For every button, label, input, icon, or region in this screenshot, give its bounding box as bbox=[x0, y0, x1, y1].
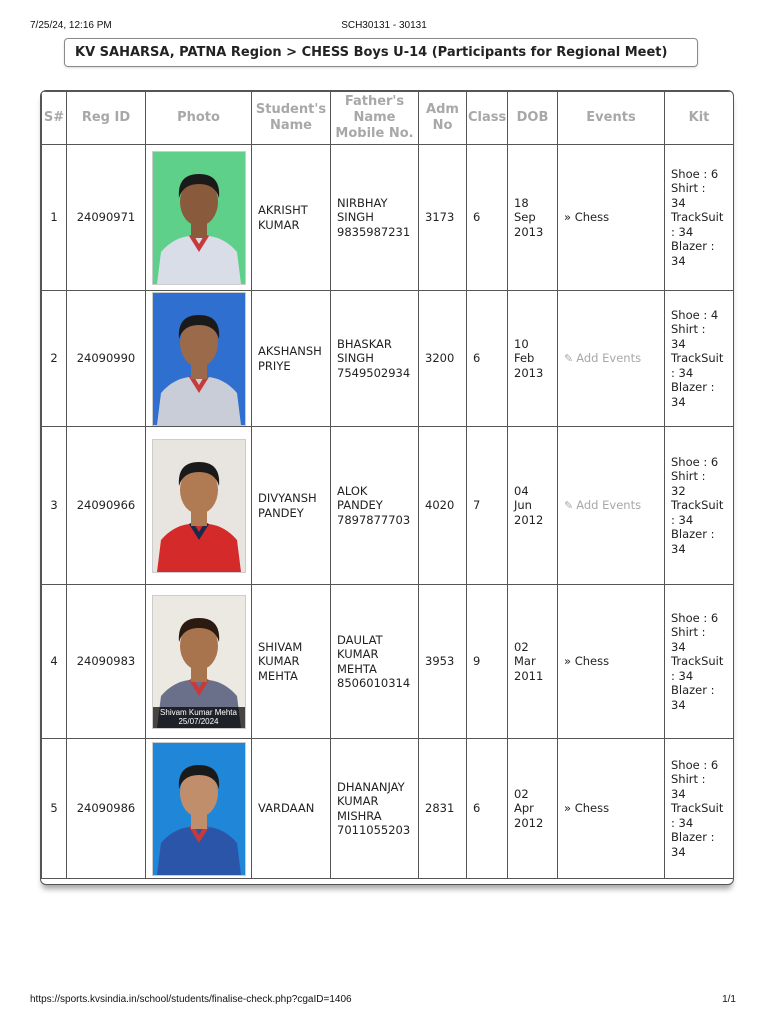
kit-tracksuit-value: : 34 bbox=[671, 512, 694, 527]
table-row bbox=[42, 585, 734, 739]
col-header-student-name: Student's Name bbox=[252, 92, 331, 145]
student-photo bbox=[152, 742, 246, 876]
cell-adm-no: 2831 bbox=[419, 739, 467, 879]
cell-reg-id: 24090986 bbox=[67, 739, 146, 879]
col-header-photo: Photo bbox=[146, 92, 252, 145]
cell-events bbox=[558, 739, 665, 879]
table-row bbox=[42, 291, 734, 427]
kit-shoe: Shoe : 6 bbox=[671, 166, 719, 181]
add-events-button[interactable] bbox=[564, 351, 641, 365]
kit-blazer-label: Blazer : bbox=[671, 380, 715, 395]
kit-shirt-label: Shirt : bbox=[671, 181, 706, 196]
cell-kit bbox=[665, 739, 734, 879]
print-url: https://sports.kvsindia.in/school/students/finalise-check.php?cgaID=1406 bbox=[30, 994, 352, 1005]
student-photo-image bbox=[153, 743, 245, 875]
dob-month: Mar bbox=[514, 654, 536, 669]
participants-table bbox=[41, 91, 734, 879]
kit-shoe: Shoe : 6 bbox=[671, 454, 719, 469]
cell-sn: 4 bbox=[42, 585, 67, 739]
cell-dob bbox=[508, 145, 558, 291]
student-photo bbox=[152, 439, 246, 573]
cell-photo bbox=[146, 739, 252, 879]
table-row bbox=[42, 739, 734, 879]
add-events-label: Add Events bbox=[576, 350, 642, 365]
kit-shirt-label: Shirt : bbox=[671, 469, 706, 484]
event-chess: » Chess bbox=[564, 210, 610, 225]
kit-blazer-value: 34 bbox=[671, 844, 686, 859]
cell-kit bbox=[665, 585, 734, 739]
kit-tracksuit-value: : 34 bbox=[671, 815, 694, 830]
cell-class: 9 bbox=[467, 585, 508, 739]
cell-father-name bbox=[331, 291, 419, 427]
kit-tracksuit-label: TrackSuit bbox=[671, 210, 724, 225]
print-datetime: 7/25/24, 12:16 PM bbox=[30, 20, 112, 31]
student-photo bbox=[152, 595, 246, 729]
cell-father-name bbox=[331, 739, 419, 879]
cell-class: 6 bbox=[467, 145, 508, 291]
cell-sn: 5 bbox=[42, 739, 67, 879]
event-chess: » Chess bbox=[564, 801, 610, 816]
dob-day: 04 bbox=[514, 483, 529, 498]
cell-reg-id: 24090966 bbox=[67, 427, 146, 585]
kit-tracksuit-label: TrackSuit bbox=[671, 801, 724, 816]
student-photo-image bbox=[153, 152, 245, 284]
cell-reg-id: 24090983 bbox=[67, 585, 146, 739]
edit-icon: ✎ bbox=[564, 351, 574, 365]
dob-year: 2013 bbox=[514, 365, 544, 380]
table-header-row bbox=[42, 92, 734, 145]
page-title: KV SAHARSA, PATNA Region > CHESS Boys U-14 (Participants for Regional Meet) bbox=[64, 38, 698, 67]
kit-blazer-value: 34 bbox=[671, 253, 686, 268]
col-header-reg-id: Reg ID bbox=[67, 92, 146, 145]
kit-blazer-value: 34 bbox=[671, 541, 686, 556]
cell-events bbox=[558, 145, 665, 291]
cell-sn: 2 bbox=[42, 291, 67, 427]
kit-blazer-label: Blazer : bbox=[671, 527, 715, 542]
cell-dob bbox=[508, 291, 558, 427]
father-mobile: 7549502934 bbox=[337, 365, 411, 380]
table-row bbox=[42, 427, 734, 585]
kit-shirt-label: Shirt : bbox=[671, 625, 706, 640]
kit-shirt-value: 32 bbox=[671, 483, 686, 498]
cell-student-name: DIVYANSH PANDEY bbox=[252, 427, 331, 585]
student-photo bbox=[152, 292, 246, 426]
kit-tracksuit-value: : 34 bbox=[671, 365, 694, 380]
cell-father-name bbox=[331, 585, 419, 739]
cell-student-name: AKSHANSH PRIYE bbox=[252, 291, 331, 427]
cell-student-name: VARDAAN bbox=[252, 739, 331, 879]
cell-kit bbox=[665, 427, 734, 585]
col-header-events: Events bbox=[558, 92, 665, 145]
dob-month: Apr bbox=[514, 801, 534, 816]
cell-class: 7 bbox=[467, 427, 508, 585]
cell-photo bbox=[146, 291, 252, 427]
event-chess: » Chess bbox=[564, 654, 610, 669]
kit-shoe: Shoe : 6 bbox=[671, 757, 719, 772]
cell-kit bbox=[665, 291, 734, 427]
father-mobile: 8506010314 bbox=[337, 676, 411, 690]
cell-adm-no: 4020 bbox=[419, 427, 467, 585]
student-photo-image bbox=[153, 440, 245, 572]
father-mobile: 9835987231 bbox=[337, 224, 411, 239]
add-events-label: Add Events bbox=[576, 497, 642, 512]
kit-shirt-value: 34 bbox=[671, 336, 686, 351]
cell-student-name: AKRISHT KUMAR bbox=[252, 145, 331, 291]
print-page-number: 1/1 bbox=[722, 994, 736, 1005]
col-header-dob: DOB bbox=[508, 92, 558, 145]
col-header-sn: S# bbox=[42, 92, 67, 145]
cell-events bbox=[558, 585, 665, 739]
cell-father-name bbox=[331, 427, 419, 585]
student-photo bbox=[152, 151, 246, 285]
dob-month: Sep bbox=[514, 210, 536, 225]
dob-month: Jun bbox=[514, 498, 532, 513]
kit-shirt-value: 34 bbox=[671, 195, 686, 210]
father-mobile: 7897877703 bbox=[337, 512, 411, 527]
cell-father-name bbox=[331, 145, 419, 291]
kit-blazer-label: Blazer : bbox=[671, 830, 715, 845]
dob-day: 02 bbox=[514, 786, 529, 801]
kit-shoe: Shoe : 6 bbox=[671, 610, 719, 625]
father-mobile: 7011055203 bbox=[337, 823, 411, 837]
dob-year: 2011 bbox=[514, 668, 544, 683]
kit-tracksuit-value: : 34 bbox=[671, 224, 694, 239]
cell-student-name: SHIVAM KUMAR MEHTA bbox=[252, 585, 331, 739]
dob-year: 2012 bbox=[514, 512, 544, 527]
col-header-adm-no: Adm No bbox=[419, 92, 467, 145]
kit-tracksuit-label: TrackSuit bbox=[671, 351, 724, 366]
photo-caption: Shivam Kumar Mehta 25/07/2024 bbox=[153, 707, 245, 728]
kit-shirt-label: Shirt : bbox=[671, 772, 706, 787]
dob-year: 2013 bbox=[514, 224, 544, 239]
cell-adm-no: 3200 bbox=[419, 291, 467, 427]
dob-day: 10 bbox=[514, 336, 529, 351]
cell-adm-no: 3953 bbox=[419, 585, 467, 739]
dob-day: 18 bbox=[514, 195, 529, 210]
cell-reg-id: 24090990 bbox=[67, 291, 146, 427]
cell-kit bbox=[665, 145, 734, 291]
table-row bbox=[42, 145, 734, 291]
kit-blazer-label: Blazer : bbox=[671, 239, 715, 254]
father-name: DHANANJAY KUMAR MISHRA bbox=[337, 779, 405, 823]
father-name: ALOK PANDEY bbox=[337, 483, 383, 513]
kit-tracksuit-label: TrackSuit bbox=[671, 654, 724, 669]
father-name: NIRBHAY SINGH bbox=[337, 195, 388, 225]
cell-events bbox=[558, 291, 665, 427]
cell-sn: 3 bbox=[42, 427, 67, 585]
kit-blazer-value: 34 bbox=[671, 697, 686, 712]
dob-day: 02 bbox=[514, 639, 529, 654]
kit-tracksuit-value: : 34 bbox=[671, 668, 694, 683]
cell-adm-no: 3173 bbox=[419, 145, 467, 291]
cell-class: 6 bbox=[467, 739, 508, 879]
edit-icon: ✎ bbox=[564, 498, 574, 512]
cell-reg-id: 24090971 bbox=[67, 145, 146, 291]
kit-blazer-label: Blazer : bbox=[671, 683, 715, 698]
col-header-father-name: Father's Name Mobile No. bbox=[331, 92, 419, 145]
add-events-button[interactable] bbox=[564, 498, 641, 512]
dob-month: Feb bbox=[514, 351, 535, 366]
cell-sn: 1 bbox=[42, 145, 67, 291]
col-header-kit: Kit bbox=[665, 92, 734, 145]
father-name: BHASKAR SINGH bbox=[337, 336, 392, 366]
kit-shirt-value: 34 bbox=[671, 786, 686, 801]
kit-shirt-value: 34 bbox=[671, 639, 686, 654]
kit-shirt-label: Shirt : bbox=[671, 322, 706, 337]
kit-shoe: Shoe : 4 bbox=[671, 307, 719, 322]
cell-dob bbox=[508, 739, 558, 879]
cell-photo bbox=[146, 427, 252, 585]
cell-events bbox=[558, 427, 665, 585]
cell-dob bbox=[508, 427, 558, 585]
student-photo-image bbox=[153, 293, 245, 425]
cell-dob bbox=[508, 585, 558, 739]
father-name: DAULAT KUMAR MEHTA bbox=[337, 632, 383, 676]
cell-photo bbox=[146, 145, 252, 291]
cell-photo bbox=[146, 585, 252, 739]
kit-tracksuit-label: TrackSuit bbox=[671, 498, 724, 513]
dob-year: 2012 bbox=[514, 815, 544, 830]
col-header-class: Class bbox=[467, 92, 508, 145]
participants-table-wrapper bbox=[40, 90, 734, 885]
print-doc-code: SCH30131 - 30131 bbox=[341, 20, 427, 31]
cell-class: 6 bbox=[467, 291, 508, 427]
kit-blazer-value: 34 bbox=[671, 394, 686, 409]
